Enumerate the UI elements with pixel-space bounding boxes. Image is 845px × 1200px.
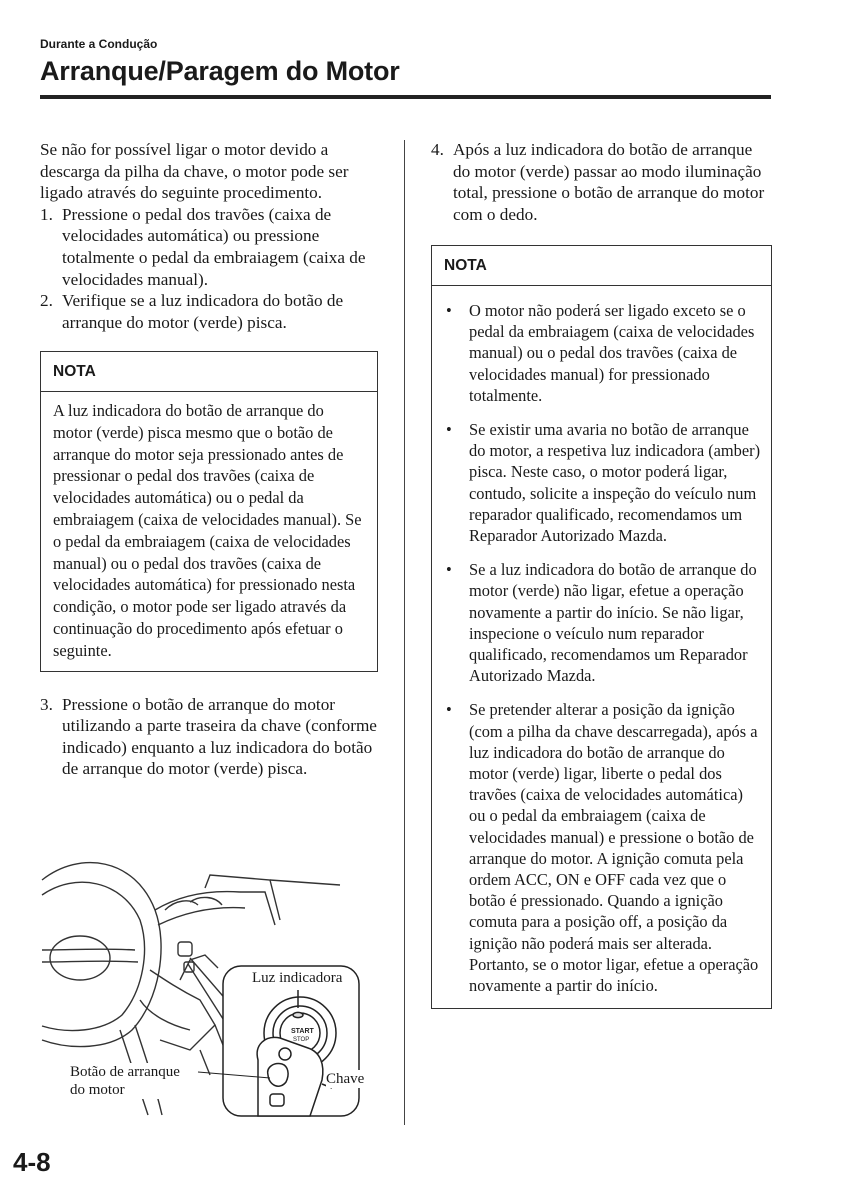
indicator-light-label: Luz indicadora <box>252 970 343 986</box>
bullet-symbol: • <box>446 419 452 439</box>
step-number: 2. <box>40 291 53 311</box>
note-bullet <box>444 699 761 996</box>
step-2 <box>40 290 382 333</box>
key-label: Chave <box>326 1071 365 1087</box>
bullet-text: Se existir uma avaria no botão de arranque do motor, a respetiva luz indicadora (amber) pisca. Neste caso, o motor poderá ligar, contudo, solicite a inspeção do veículo num reparador qualificado, recomendamos um Reparador Autorizado Mazda. <box>469 419 761 545</box>
start-button-label <box>70 1063 180 1099</box>
title-rule <box>40 95 771 99</box>
bullet-symbol: • <box>446 300 452 320</box>
start-button-text: START <box>291 1028 314 1035</box>
start-button-illustration <box>40 850 385 1120</box>
bullet-symbol: • <box>446 700 452 720</box>
step-number: 3. <box>40 694 53 714</box>
bullet-text: Se a luz indicadora do botão de arranque do motor (verde) não ligar, efetue a operação novamente a partir do início. Se não ligar, inspecione o veículo num reparador qualificado, recomendamos um Reparador Autorizado Mazda. <box>469 560 757 686</box>
intro-paragraph: Se não for possível ligar o motor devido a descarga da pilha da chave, o motor pode ser ligado através do seguinte procedimento. <box>40 140 349 203</box>
step-text: Após a luz indicadora do botão de arranque do motor (verde) passar ao modo iluminação total, pressione o botão de arranque do motor com o dedo. <box>453 140 765 224</box>
section-label: Durante a Condução <box>40 37 158 51</box>
note-bullet <box>444 419 761 546</box>
note-box-left <box>40 351 378 671</box>
note-heading: NOTA <box>432 246 771 286</box>
step-3 <box>40 694 382 780</box>
step-number: 1. <box>40 204 53 224</box>
bullet-text: Se pretender alterar a posição da ignição (com a pilha da chave descarregada), após a luz indicadora do botão de arranque do motor (verde) ligar, liberte o pedal dos travões (caixa de velocidades automática) ou o pedal da embraiagem (caixa de velocidades manual) e pressione o botão de arranque do motor. A ignição comuta pela ordem ACC, ON e OFF cada vez que o botão é pressionado. Quando a ignição comuta para a posição off, a posição da ignição não poderá mais ser alterada. Portanto, se o motor ligar, efetue a operação novamente a partir do início. <box>469 700 759 996</box>
bullet-text: O motor não poderá ser ligado exceto se o pedal da embraiagem (caixa de velocidades manual) ou o pedal dos travões (caixa de velocidades manual) for pressionado totalmente. <box>469 300 755 405</box>
note-bullet <box>444 300 761 406</box>
step-text: Pressione o botão de arranque do motor utilizando a parte traseira da chave (conforme indicado) enquanto a luz indicadora do botão de arranque do motor (verde) pisca. <box>62 694 377 779</box>
right-column <box>431 139 772 1009</box>
step-number: 4. <box>431 140 444 159</box>
step-text: Pressione o pedal dos travões (caixa de velocidades automática) ou pressione totalmente o pedal da embraiagem (caixa de velocidades manual). <box>62 204 366 289</box>
step-1 <box>40 204 382 290</box>
step-text: Verifique se a luz indicadora do botão de arranque do motor (verde) pisca. <box>62 291 344 332</box>
page-title: Arranque/Paragem do Motor <box>40 56 400 86</box>
step-4 <box>431 139 772 225</box>
bullet-symbol: • <box>446 560 452 580</box>
note-body: A luz indicadora do botão de arranque do motor (verde) pisca mesmo que o botão de arranque do motor seja pressionado antes de pressionar o pedal dos travões (caixa de velocidades automática) ou o pedal da embraiagem (caixa de velocidades manual). Se o pedal da embraiagem (caixa de velocidades manual) ou o pedal dos travões (caixa de velocidades automática) for pressionado nesta condição, o motor pode ser ligado através da continuação do procedimento após efetuar o seguinte. <box>53 400 362 660</box>
note-body <box>432 286 771 1008</box>
page-number: 4-8 <box>13 1147 51 1177</box>
column-divider <box>404 140 405 1125</box>
note-heading: NOTA <box>41 352 377 392</box>
note-bullet <box>444 559 761 686</box>
left-column <box>40 139 382 780</box>
start-button-label-line1: Botão de arranque <box>70 1064 180 1080</box>
note-box-right <box>431 245 772 1009</box>
start-button-label-line2: do motor <box>70 1082 125 1098</box>
stop-button-text: STOP <box>293 1037 310 1043</box>
